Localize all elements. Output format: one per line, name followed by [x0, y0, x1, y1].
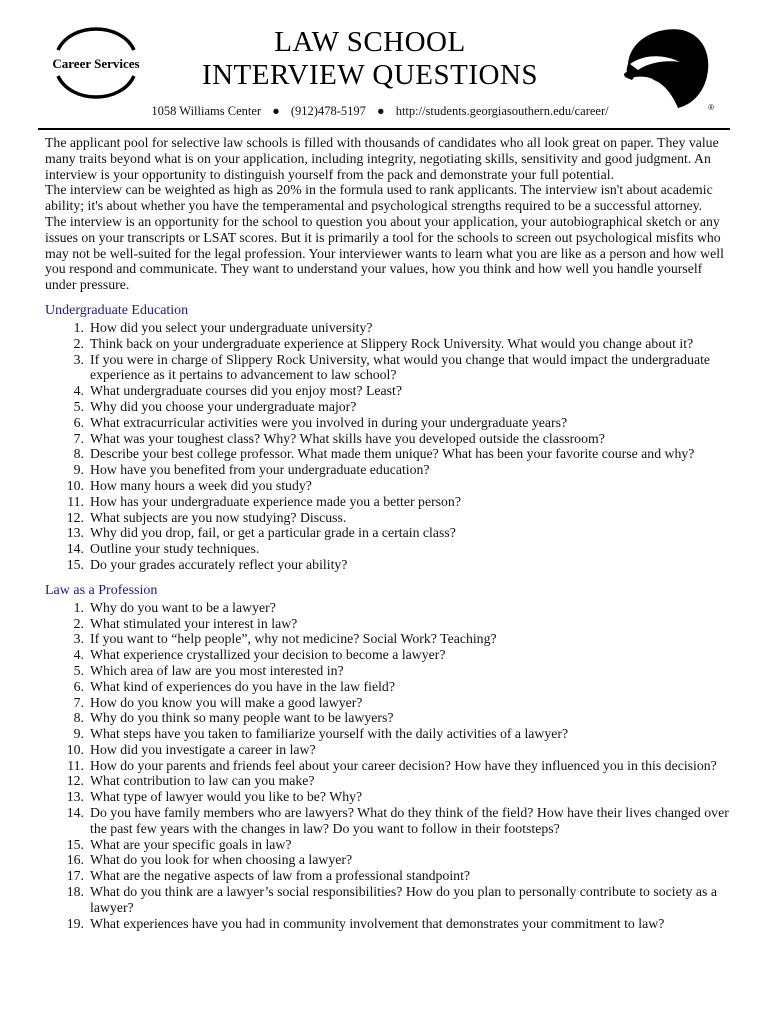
- list-item: 8. Why do you think so many people want to be lawyers?: [73, 710, 394, 726]
- list-item: 13. What type of lawyer would you like to be? Why?: [66, 789, 363, 805]
- section-undergraduate: [45, 303, 730, 573]
- list-item: 11. How do your parents and friends feel about your career decision? How have they influenced you in this decision?: [67, 757, 717, 773]
- list-item: 6. What extracurricular activities were you involved in during your undergraduate years?: [73, 414, 568, 430]
- career-services-logo: [36, 20, 156, 104]
- intro-paragraph: The applicant pool for selective law schools is filled with thousands of candidates who all look great on paper. They value many traits beyond what is on your application, including integrity, negotiating skills, sensitivity and good judgment. An interview is your opportunity to distinguish yourself from the pack and demonstrate your full potential.: [45, 135, 719, 182]
- title-line-2: INTERVIEW QUESTIONS: [201, 59, 539, 91]
- list-item: 12. What subjects are you now studying? Discuss.: [66, 509, 347, 525]
- list-item: 7. How do you know you will make a good lawyer?: [73, 694, 363, 710]
- list-item: 9. How have you benefited from your undergraduate education?: [73, 462, 430, 478]
- list-item: 1. Why do you want to be a lawyer?: [73, 599, 276, 615]
- section-law-profession: [45, 583, 730, 932]
- title-line-1: LAW SCHOOL: [274, 26, 466, 58]
- list-item: 16. What do you look for when choosing a lawyer?: [66, 852, 353, 868]
- page-header: [0, 0, 768, 132]
- list-item: 4. What experience crystallized your decision to become a lawyer?: [73, 647, 446, 663]
- list-item: 3. If you want to “help people”, why not medicine? Social Work? Teaching?: [73, 631, 497, 647]
- intro-text: [45, 135, 730, 293]
- eagle-logo: [620, 24, 714, 112]
- list-item: 14. Outline your study techniques.: [66, 541, 260, 557]
- main-content: [45, 135, 730, 931]
- phone: (912)478-5197: [290, 104, 366, 118]
- list-item: 9. What steps have you taken to familiarize yourself with the daily activities of a lawyer?: [73, 726, 569, 742]
- address: 1058 Williams Center: [151, 104, 262, 118]
- list-item: 4. What undergraduate courses did you enjoy most? Least?: [73, 383, 402, 399]
- list-item: 17. What are the negative aspects of law from a professional standpoint?: [66, 868, 471, 884]
- list-item: 10. How many hours a week did you study?: [66, 477, 312, 493]
- list-item: 19. What experiences have you had in community involvement that demonstrates your commitment to law?: [66, 915, 665, 931]
- list-item: 6. What kind of experiences do you have in the law field?: [73, 678, 395, 694]
- logo-text: Career Services: [52, 56, 140, 71]
- list-item: 2. Think back on your undergraduate experience at Slippery Rock University. What would you change about it?: [73, 335, 694, 351]
- list-item: 10. How did you investigate a career in law?: [66, 741, 316, 757]
- list-item: 15. What are your specific goals in law?: [66, 836, 292, 852]
- contact-line: [120, 104, 640, 119]
- page-title: [150, 26, 590, 92]
- section-title: Undergraduate Education: [45, 302, 189, 318]
- registered-mark: ®: [708, 103, 714, 112]
- list-item: 14. Do you have family members who are lawyers? What do they think of the field? How have their lives changed over the past few years with the changes in law? Do you want to follow in their footsteps?: [66, 805, 729, 836]
- list-item: 2. What stimulated your interest in law?: [73, 615, 298, 631]
- list-item: 12. What contribution to law can you make?: [66, 773, 315, 789]
- eagle-head-icon: [620, 24, 710, 110]
- intro-paragraph: The interview can be weighted as high as 20% in the formula used to rank applicants. The interview isn't about academic ability; it's about whether you have the temperamental and psychological strengths required to be a successful attorney.: [45, 182, 713, 214]
- website-link[interactable]: http://students.georgiasouthern.edu/career/: [395, 104, 609, 118]
- list-item: 8. Describe your best college professor. What made them unique? What has been your favorite course and why?: [73, 446, 695, 462]
- question-list: [45, 320, 730, 573]
- bullet-separator: ●: [377, 104, 385, 118]
- list-item: 7. What was your toughest class? Why? What skills have you developed outside the classroom?: [73, 430, 605, 446]
- list-item: 3. If you were in charge of Slippery Rock University, what would you change that would impact the undergraduate experience as it pertains to advancement to law school?: [73, 351, 711, 383]
- bullet-separator: ●: [272, 104, 280, 118]
- list-item: 13. Why did you drop, fail, or get a particular grade in a certain class?: [66, 525, 456, 541]
- list-item: 1. How did you select your undergraduate university?: [73, 319, 373, 335]
- list-item: 18. What do you think are a lawyer’s social responsibilities? How do you plan to personally contribute to society as a lawyer?: [66, 884, 717, 915]
- header-divider: [38, 128, 730, 130]
- list-item: 11. How has your undergraduate experience made you a better person?: [67, 493, 461, 509]
- list-item: 15. Do your grades accurately reflect your ability?: [66, 556, 348, 572]
- list-item: 5. Why did you choose your undergraduate major?: [73, 398, 357, 414]
- section-title: Law as a Profession: [45, 582, 158, 598]
- question-list: [45, 600, 730, 932]
- list-item: 5. Which area of law are you most interested in?: [73, 662, 344, 678]
- intro-paragraph: The interview is an opportunity for the school to question you about your application, your autobiographical sketch or any issues on your transcripts or LSAT scores. But it is primarily a tool for the schools to screen out psychological misfits who may not be well-suited for the legal profession. Your interviewer wants to learn what you are like as a person and how well you respond and communicate. They want to understand your values, how you think and how well you handle yourself under pressure.: [45, 213, 724, 293]
